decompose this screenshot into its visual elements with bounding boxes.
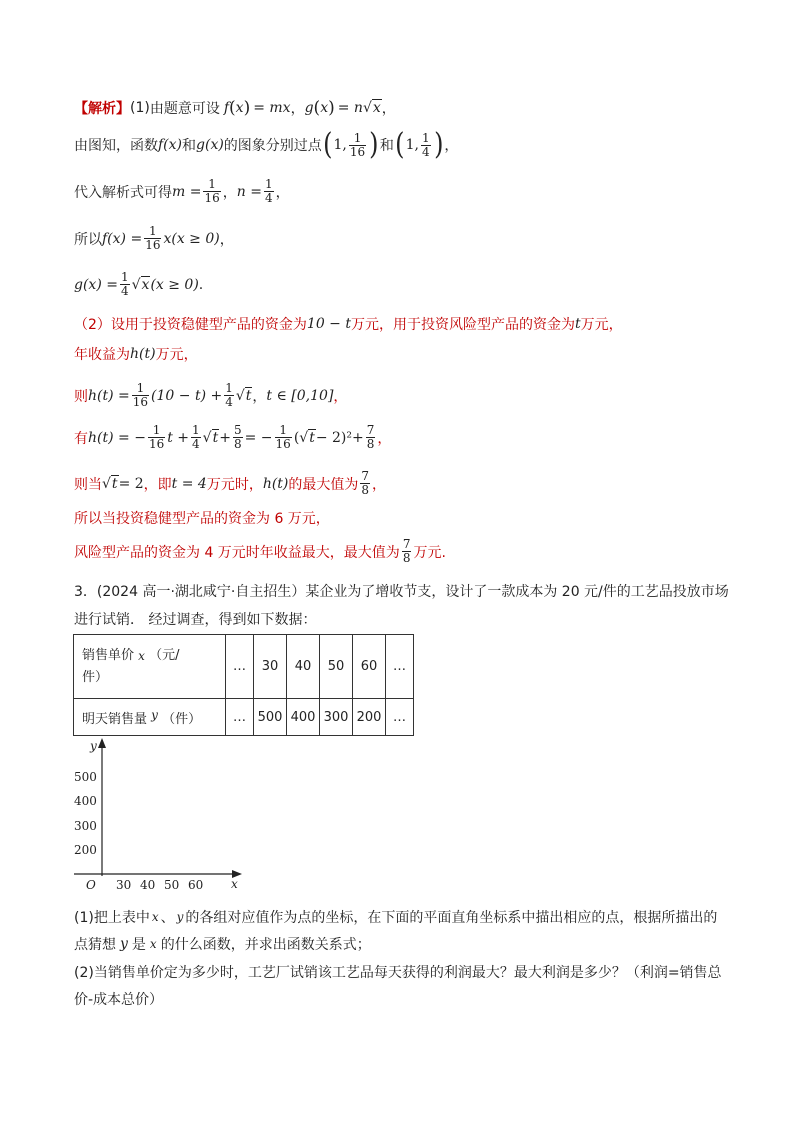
coordinate-graph [70, 736, 250, 896]
text: 的什么函数，并求出函数关系式； [160, 937, 371, 953]
radicand: t [245, 387, 252, 404]
label: 明天销售量 [82, 711, 148, 727]
math-x: x [320, 100, 329, 116]
solution-line-10 [74, 470, 386, 497]
math-eq: n = [236, 183, 262, 200]
text: 万元， [155, 347, 198, 363]
sqrt: √t [102, 475, 118, 492]
text: ，即 [143, 476, 172, 493]
fraction [224, 382, 234, 409]
math-eq: h(t) = [88, 387, 130, 404]
math-group [88, 424, 377, 451]
math-h: h(t) [262, 475, 289, 492]
radicand: t [212, 429, 219, 446]
solution-line-9 [74, 424, 391, 451]
denominator: 8 [402, 551, 411, 565]
table-cell: … [386, 699, 414, 736]
math-text: 1, [333, 137, 347, 153]
var-y: y [151, 707, 158, 722]
table-cell: … [226, 699, 254, 736]
numerator: 1 [264, 177, 273, 191]
math-f: f(x) [158, 137, 183, 153]
origin-label: O [86, 878, 96, 892]
table-cell: 60 [353, 635, 386, 699]
question-2-line-2 [74, 989, 163, 1009]
problem-3-line-2 [74, 609, 316, 629]
table-cell: 500 [254, 699, 287, 736]
math-eq: t = 4 [171, 475, 207, 492]
text: 代入解析式可得 [74, 184, 172, 201]
denominator: 4 [225, 395, 233, 409]
var-y: y [120, 936, 128, 952]
question-1-line-2 [74, 934, 371, 954]
var-y: y [176, 910, 184, 924]
table-cell: 300 [320, 699, 353, 736]
x-tick-label: 50 [164, 878, 180, 892]
paren: ( [229, 98, 236, 118]
punct: . [198, 276, 204, 293]
punct: ， [372, 476, 387, 493]
math-eq: h(t) = − [88, 429, 146, 446]
text: 万元时， [206, 476, 263, 493]
question-1-line-1 [74, 907, 717, 927]
numerator: 7 [366, 423, 375, 437]
part-1-label: (1) [130, 100, 150, 116]
fraction [148, 424, 165, 451]
sqrt: √t [299, 429, 315, 446]
fraction [402, 538, 412, 565]
denominator: 16 [132, 395, 149, 409]
y-tick-label: 400 [74, 794, 97, 808]
text: 和 [182, 138, 197, 154]
solution-line-8 [74, 382, 347, 409]
text: 是 [131, 937, 146, 953]
punct: 、 [160, 910, 175, 926]
table-header-cell [74, 699, 226, 736]
fraction [144, 225, 161, 252]
text: 所以 [74, 231, 102, 248]
data-table [73, 634, 414, 736]
solution-line-12 [74, 538, 446, 565]
punct: ， [444, 138, 459, 154]
sqrt: √x [362, 100, 381, 116]
text: 点猜想 [74, 937, 116, 953]
numerator: 1 [421, 130, 430, 145]
x-tick-label: 30 [116, 878, 132, 892]
sqrt: √x [131, 276, 150, 293]
math-expr: x(x ≥ 0) [163, 230, 220, 247]
text: 由题意可设 [149, 101, 220, 117]
math-expr: − 2)² [315, 429, 353, 446]
table-row [74, 699, 414, 736]
table-header-cell [74, 635, 226, 699]
label: 销售单价 [82, 647, 135, 663]
fraction [203, 178, 220, 205]
solution-line-1 [74, 98, 396, 118]
text: 设用于投资稳健型产品的资金为 [110, 317, 307, 333]
math-g: g [304, 100, 314, 116]
text: 和 [379, 138, 394, 154]
numerator: 7 [402, 537, 411, 551]
fraction [421, 132, 431, 159]
math-g: g(x) [196, 137, 224, 153]
math-h: h(t) [130, 346, 156, 362]
var-x: x [149, 937, 157, 951]
text: 有 [74, 430, 88, 447]
numerator: 7 [361, 469, 370, 483]
numerator: 1 [152, 423, 161, 437]
x-tick-label: 40 [140, 878, 156, 892]
table-cell: 50 [320, 635, 353, 699]
math-t: t [575, 316, 581, 332]
sqrt: √t [202, 429, 219, 446]
punct: ， [275, 184, 290, 201]
sqrt: √t [235, 387, 252, 404]
radicand: t [111, 475, 118, 492]
math-expr: 10 − t [306, 316, 351, 332]
punct: ， [381, 101, 396, 117]
fraction [132, 382, 149, 409]
text: (2)当销售单价定为多少时，工艺厂试销该工艺品每天获得的利润最大？最大利润是多少？（利润=销售总 [74, 965, 722, 981]
math-eq: = 2 [118, 475, 144, 492]
question-2-line-1 [74, 962, 722, 982]
fraction [233, 424, 243, 451]
solution-line-11 [74, 508, 330, 528]
text: 年收益为 [74, 347, 130, 363]
paren: ( [395, 127, 405, 162]
table-cell: 40 [287, 635, 320, 699]
denominator: 16 [349, 144, 366, 159]
denominator: 4 [421, 144, 430, 159]
solution-line-7 [74, 344, 198, 364]
fraction [366, 424, 376, 451]
text: 万元， [580, 317, 623, 333]
numerator: 1 [136, 381, 145, 395]
numerator: 1 [192, 423, 200, 437]
text: 则当 [74, 476, 102, 493]
fraction [264, 178, 274, 205]
paren: ) [328, 98, 335, 118]
math-eq: m = [172, 183, 202, 200]
y-tick-label: 300 [74, 819, 97, 833]
part-2-label: （2） [74, 317, 111, 333]
x-tick-label: 60 [188, 878, 204, 892]
y-tick-label: 200 [74, 843, 97, 857]
solution-line-6 [74, 314, 623, 334]
denominator: 8 [366, 437, 375, 451]
math-group [88, 382, 333, 409]
text: 价-成本总价） [74, 992, 164, 1008]
label: （元/ [149, 647, 180, 663]
math-eq: f(x) = [102, 230, 143, 247]
paren: ( [293, 429, 300, 446]
y-axis-label: y [90, 739, 97, 753]
denominator: 16 [204, 191, 220, 205]
numerator: 1 [149, 224, 157, 238]
y-axis-arrow [98, 738, 106, 748]
paren: ( [322, 127, 333, 162]
math-x: x [235, 100, 244, 116]
denominator: 8 [361, 483, 370, 497]
fraction [120, 271, 130, 298]
table-cell: 30 [254, 635, 287, 699]
radicand: t [309, 429, 315, 446]
radicand: x [141, 276, 150, 293]
math-expr: (x ≥ 0) [150, 276, 199, 293]
math-expr: t + [167, 429, 190, 446]
text: 所以当投资稳健型产品的资金为 6 万元， [74, 511, 330, 527]
solution-line-4 [74, 225, 234, 252]
label: 件） [82, 669, 109, 685]
solution-line-5 [74, 271, 203, 298]
text: 则 [74, 388, 88, 405]
solution-line-2 [74, 127, 459, 162]
table-cell: 200 [353, 699, 386, 736]
punct: ， [252, 388, 267, 405]
table-row [74, 635, 414, 699]
numerator: 1 [225, 381, 233, 395]
text: 由图知，函数 [74, 138, 158, 154]
math-eq: = mx [253, 100, 291, 116]
text: 万元，用于投资风险型产品的资金为 [351, 317, 575, 333]
punct: ， [333, 388, 348, 405]
problem-text: 3．(2024 高一·湖北咸宁·自主招生）某企业为了增收节支，设计了一款成本为 20 元/件的工艺品投放市场 [74, 584, 729, 600]
math-eq: = n [337, 100, 363, 116]
math-expr: (10 − t) + [151, 387, 223, 404]
punct: ， [290, 101, 305, 117]
paren: ) [433, 127, 444, 162]
math-op: + [219, 429, 231, 446]
numerator: 1 [279, 423, 287, 437]
denominator: 8 [233, 437, 242, 451]
fraction [191, 424, 201, 451]
denominator: 4 [192, 437, 200, 451]
numerator: 1 [353, 130, 362, 145]
y-tick-label: 500 [74, 770, 97, 784]
text: 的最大值为 [288, 476, 359, 493]
table-cell: 400 [287, 699, 320, 736]
var-x: x [151, 910, 159, 924]
problem-3-line-1 [74, 581, 729, 601]
fraction [349, 132, 366, 159]
punct: ， [377, 430, 392, 447]
problem-text: 进行试销． 经过调查，得到如下数据： [74, 612, 317, 628]
solution-tag: 【解析】 [74, 101, 130, 117]
denominator: 4 [264, 191, 273, 205]
numerator: 1 [120, 270, 129, 284]
solution-line-3 [74, 178, 290, 205]
denominator: 4 [120, 284, 129, 298]
denominator: 16 [145, 238, 161, 252]
punct: ， [219, 231, 234, 248]
fraction [275, 424, 292, 451]
math-op: + [352, 429, 364, 446]
numerator: 1 [208, 177, 216, 191]
math-text: 1, [405, 137, 419, 153]
math-domain: t ∈ [0,10] [266, 387, 334, 404]
paren: ) [369, 127, 379, 162]
table-cell: … [226, 635, 254, 699]
numerator: 5 [233, 423, 242, 437]
text: 的图象分别过点 [223, 138, 322, 154]
text: 万元. [413, 544, 446, 561]
var-x: x [138, 648, 145, 663]
text: (1)把上表中 [74, 910, 150, 926]
text: 风险型产品的资金为 4 万元时年收益最大，最大值为 [74, 544, 400, 561]
paren: ( [313, 98, 321, 118]
math-f: f [223, 100, 230, 116]
paren: ) [243, 98, 251, 118]
text: 的各组对应值作为点的坐标，在下面的平面直角坐标系中描出相应的点，根据所描出的 [185, 910, 718, 926]
x-axis-label: x [231, 877, 238, 891]
label: （件） [162, 711, 202, 727]
fraction [360, 470, 370, 497]
punct: ， [222, 184, 237, 201]
math-eq: g(x) = [74, 276, 118, 293]
radicand: x [372, 100, 381, 116]
math-op: = − [244, 429, 273, 446]
denominator: 16 [275, 437, 291, 451]
denominator: 16 [148, 437, 165, 451]
table-cell: … [386, 635, 414, 699]
